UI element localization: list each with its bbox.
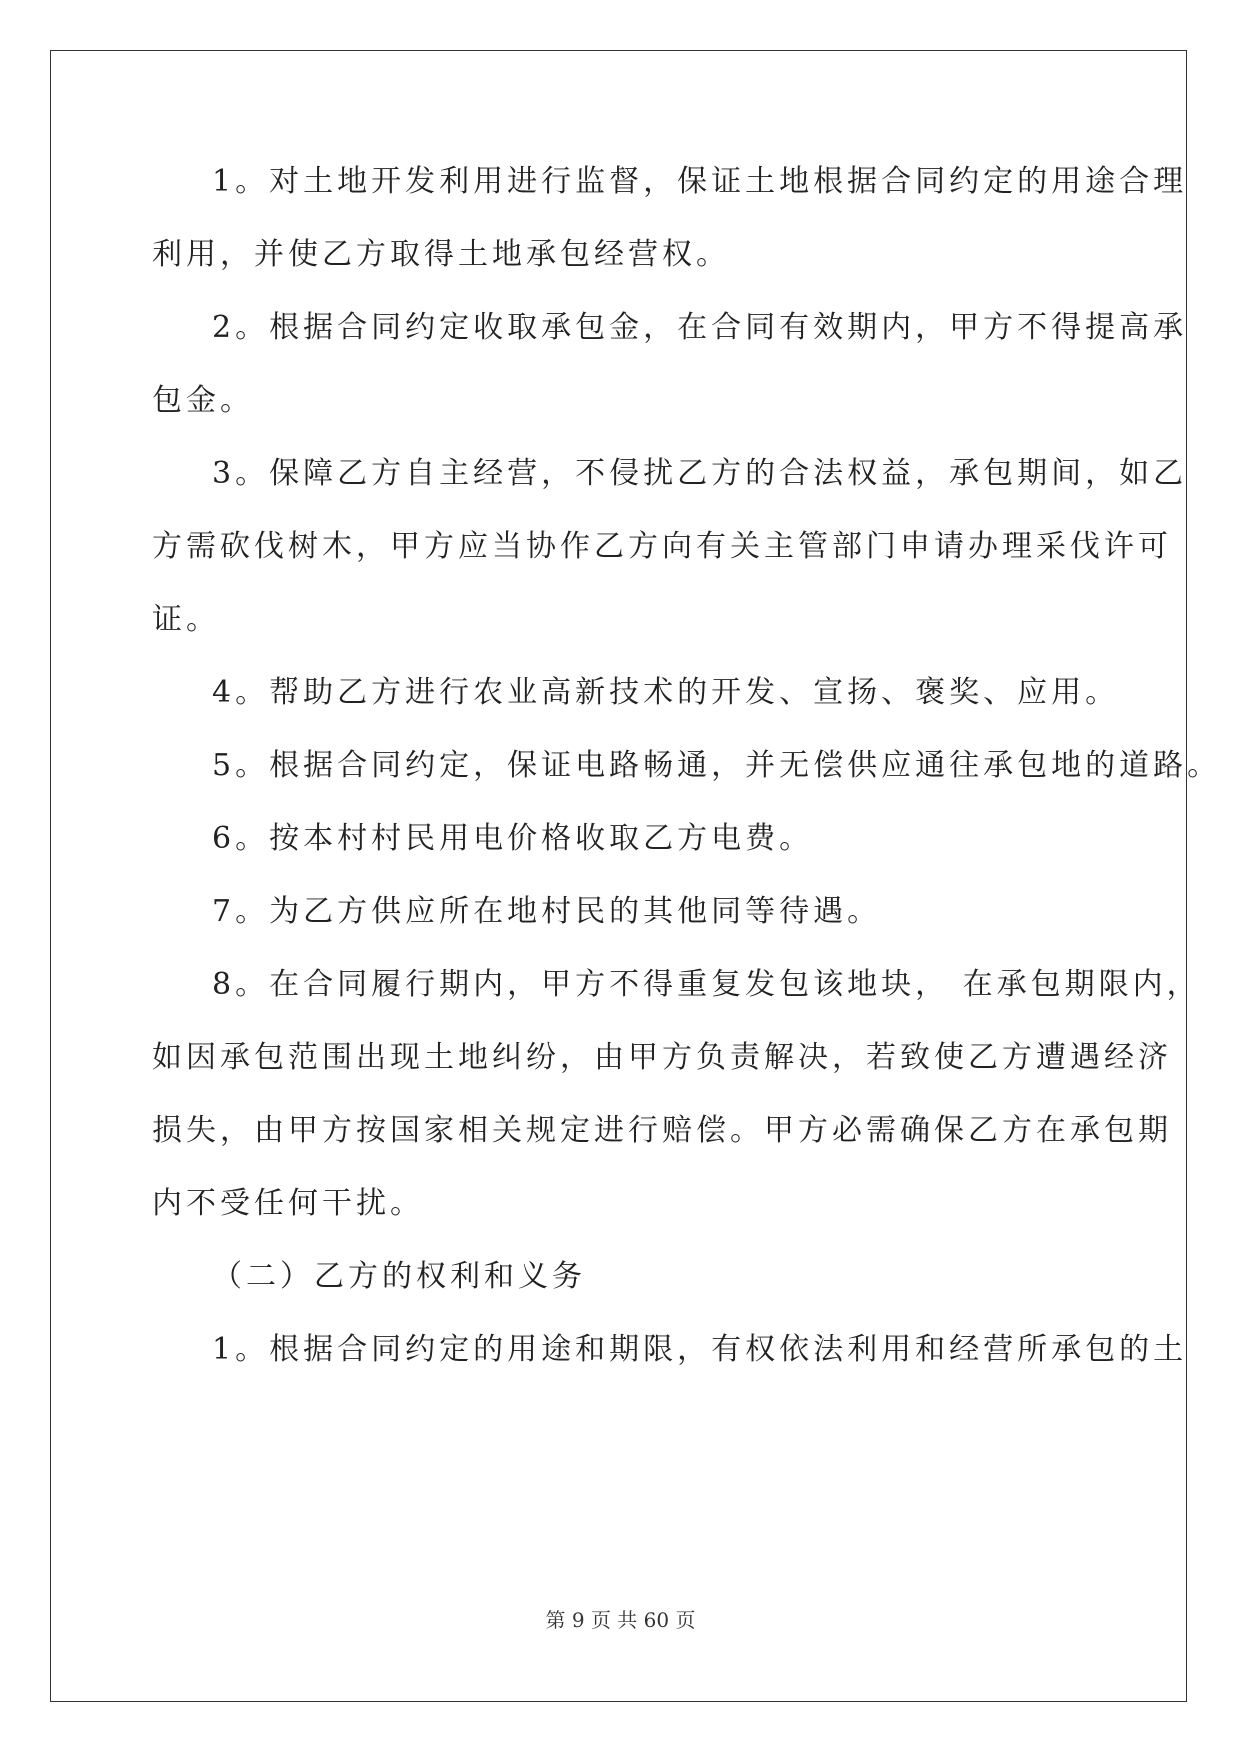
paragraph-line: 6。按本村村民用电价格收取乙方电费。: [212, 821, 814, 856]
paragraph-line: 如因承包范围出现土地纠纷，由甲方负责解决，若致使乙方遭遇经济: [152, 1040, 1172, 1075]
paragraph-line: 利用，并使乙方取得土地承包经营权。: [152, 237, 730, 272]
paragraph-line: 1。根据合同约定的用途和期限，有权依法利用和经营所承包的土: [212, 1332, 1188, 1367]
paragraph-line: 8。在合同履行期内，甲方不得重复发包该地块， 在承包期限内，: [212, 967, 1201, 1002]
paragraph-line: 证。: [152, 602, 220, 637]
paragraph-line: 包金。: [152, 383, 254, 418]
paragraph-line: 2。根据合同约定收取承包金，在合同有效期内，甲方不得提高承: [212, 310, 1188, 345]
section-heading: （二）乙方的权利和义务: [212, 1259, 586, 1294]
paragraph-line: 5。根据合同约定，保证电路畅通，并无偿供应通往承包地的道路。: [212, 748, 1222, 783]
page-border: [50, 50, 1187, 1702]
paragraph-line: 损失，由甲方按国家相关规定进行赔偿。甲方必需确保乙方在承包期: [152, 1113, 1172, 1148]
paragraph-line: 3。保障乙方自主经营，不侵扰乙方的合法权益，承包期间，如乙: [212, 456, 1188, 491]
paragraph-line: 7。为乙方供应所在地村民的其他同等待遇。: [212, 894, 882, 929]
paragraph-line: 方需砍伐树木，甲方应当协作乙方向有关主管部门申请办理采伐许可: [152, 529, 1172, 564]
paragraph-line: 4。帮助乙方进行农业高新技术的开发、宣扬、褒奖、应用。: [212, 675, 1120, 710]
page-number: 第 9 页 共 60 页: [545, 1608, 696, 1632]
paragraph-line: 内不受任何干扰。: [152, 1186, 424, 1221]
paragraph-line: 1。对土地开发利用进行监督，保证土地根据合同约定的用途合理: [212, 164, 1188, 199]
